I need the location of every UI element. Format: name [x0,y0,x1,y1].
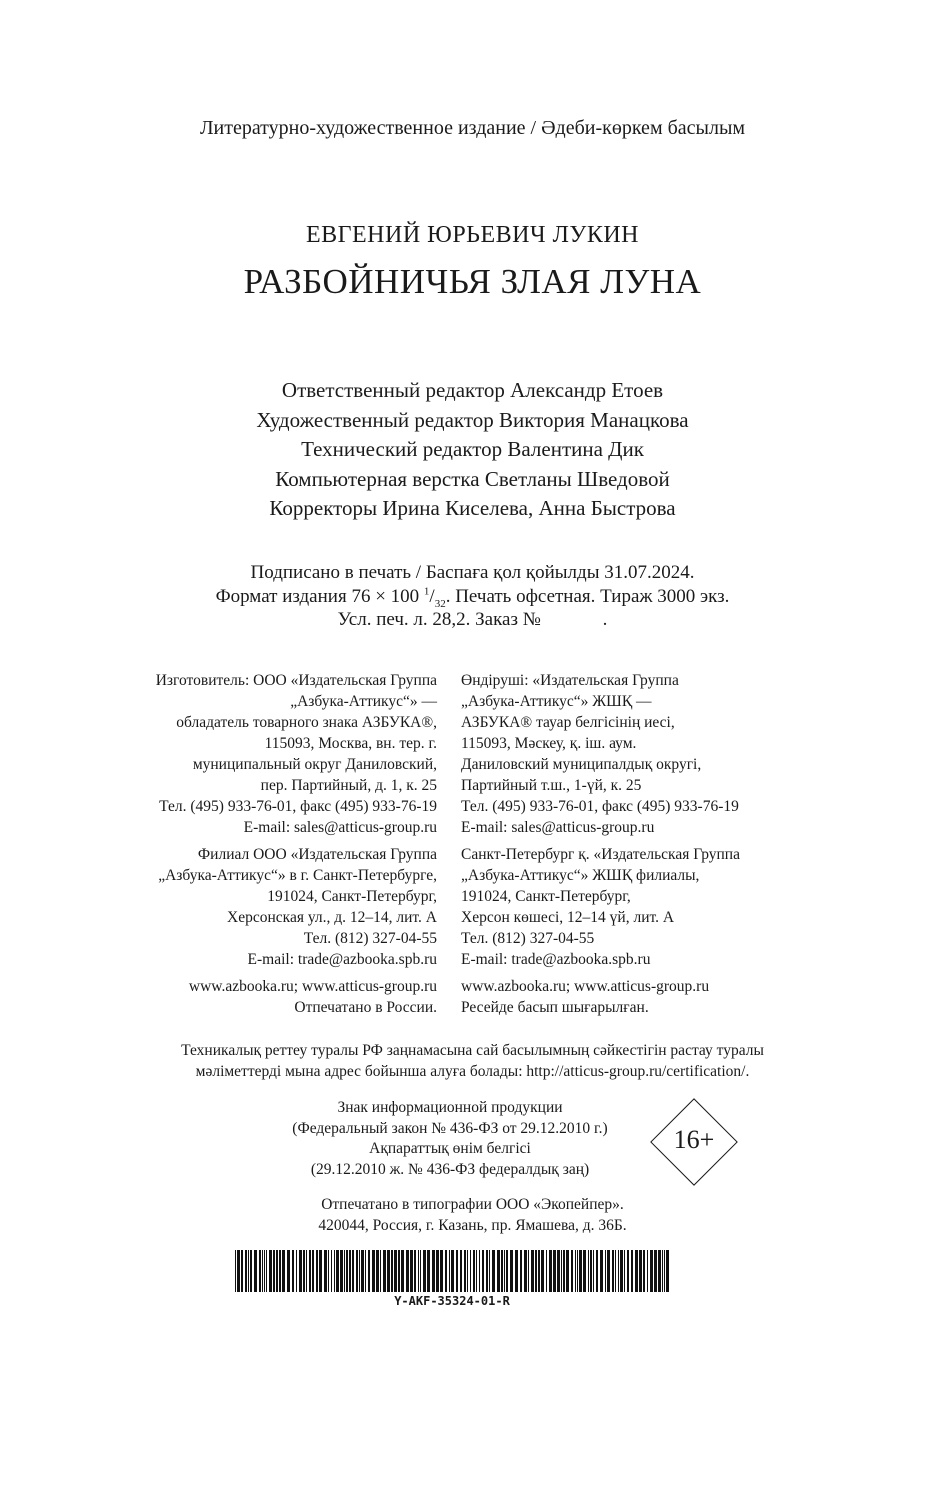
branch-kz-email: E-mail: trade@azbooka.spb.ru [461,951,651,968]
barcode-bar [612,1250,614,1292]
barcode-bar [248,1250,249,1292]
info-product-line: Ақпараттық өнім белгісі [369,1140,531,1157]
barcode-bar [563,1250,565,1292]
sheets-order: Усл. печ. л. 28,2. Заказ № . [337,609,608,630]
age-rating-badge [650,1098,738,1186]
barcode-bar [254,1250,257,1292]
barcode-bar [420,1250,421,1292]
barcode-bar [344,1250,345,1292]
barcode-bar [583,1250,586,1292]
barcode-bar [391,1250,393,1292]
manufacturer-kz-email: E-mail: sales@atticus-group.ru [461,819,655,836]
branch-kz-line: Херсон көшесі, 12–14 үй, лит. А [461,909,675,926]
barcode-bar [482,1250,484,1292]
barcode-bar [605,1250,606,1292]
barcode-bar [596,1250,598,1292]
format-suffix: . Печать офсетная. Тираж 3000 экз. [445,585,730,607]
barcode-bar [368,1250,370,1292]
barcode-bar [401,1250,404,1292]
barcode-bar [515,1250,518,1292]
format-denominator: 32 [434,597,446,610]
branch-ru-email: E-mail: trade@azbooka.spb.ru [247,951,437,968]
branch-kz-line: „Азбука-Аттикус“» ЖШҚ филиалы, [461,867,700,884]
barcode-bar [262,1250,263,1292]
manufacturer-ru-line: Тел. (495) 933-76-01, факс (495) 933-76-19 [159,798,437,815]
info-product-line: (Федеральный закон № 436-ФЗ от 29.12.2010 г.) [292,1119,608,1137]
certification-line: мәліметтерді мына адрес бойынша алуға болады: http://atticus-group.ru/certification/. [195,1063,750,1080]
barcode-bar [398,1250,400,1292]
barcode-bar [352,1250,354,1292]
barcode-bar [334,1250,335,1292]
barcode-bar [306,1250,307,1292]
printed-in-kz: Ресейде басып шығарылған. [461,999,649,1016]
barcode-bar [600,1250,603,1292]
format-prefix: Формат издания 76 × 100 [215,585,424,607]
barcode-bar [266,1250,267,1292]
barcode-bar [365,1250,366,1292]
barcode-bar [414,1250,416,1292]
barcode-bar [464,1250,466,1292]
barcode-bar [287,1250,290,1292]
format-slash: / [429,585,435,607]
credit-line: Ответственный редактор Александр Етоев [281,378,664,402]
manufacturer-kz-line: АЗБУКА® тауар белгісінің иесі, [461,714,675,731]
barcode-bar [336,1250,339,1292]
barcode-bar [359,1250,360,1292]
barcode-bar [486,1250,488,1292]
barcode-bar [504,1250,505,1292]
manufacturer-ru-email: E-mail: sales@atticus-group.ru [243,819,437,836]
barcode-bar [316,1250,318,1292]
barcode-bar [456,1250,458,1292]
manufacturer-ru-line: Изготовитель: ООО «Издательская Группа [155,672,437,689]
credit-line: Корректоры Ирина Киселева, Анна Быстрова [269,496,676,520]
barcode-bar [324,1250,327,1292]
barcode-bar [510,1250,513,1292]
website-links-ru: www.azbooka.ru; www.atticus-group.ru [188,978,437,995]
info-product-line: (29.12.2010 ж. № 436-ФЗ федералдық заң) [310,1160,590,1178]
barcode-bar [575,1250,576,1292]
barcode-bar [273,1250,275,1292]
manufacturer-ru-line: муниципальный округ Даниловский, [192,756,437,773]
manufacturer-ru-line: „Азбука-Аттикус“» — [290,693,437,710]
barcode-bar [418,1250,419,1292]
credit-line: Компьютерная верстка Светланы Шведовой [275,466,670,491]
manufacturer-ru-line: пер. Партийный, д. 1, к. 25 [260,777,437,794]
barcode-bar [440,1250,443,1292]
barcode-bar [372,1250,375,1292]
barcode-bar [237,1250,240,1292]
barcode-bar [346,1250,348,1292]
branch-kz-line: Тел. (812) 327-04-55 [461,930,595,947]
barcode-icon [235,1250,669,1292]
barcode-bar [319,1250,322,1292]
barcode-bar [639,1250,642,1292]
publication-type: Литературно-художественное издание / Әдеби-көркем басылым [199,117,746,139]
barcode-bar [423,1250,426,1292]
barcode-bar [501,1250,503,1292]
barcode-bar [489,1250,490,1292]
manufacturer-kz-line: „Азбука-Аттикус“» ЖШҚ — [461,693,652,710]
format-numerator: 1 [423,585,430,598]
barcode-bar [380,1250,381,1292]
barcode-bar [376,1250,379,1292]
printing-house-address: 420044, Россия, г. Казань, пр. Ямашева, д. 36Б. [318,1217,627,1234]
barcode-bar [245,1250,247,1292]
barcode-bar [666,1250,669,1292]
barcode-bar [436,1250,439,1292]
author-name: ЕВГЕНИЙ ЮРЬЕВИЧ ЛУКИН [305,222,640,248]
barcode-bar [473,1250,475,1292]
barcode-bar [292,1250,294,1292]
publisher-info-kz [461,670,901,1024]
credits [0,376,945,524]
credit-line: Художественный редактор Виктория Манацкова [256,407,689,432]
barcode-bar [566,1250,569,1292]
barcode-bar [635,1250,638,1292]
manufacturer-ru-line: 115093, Москва, вн. тер. г. [264,735,437,752]
barcode-bar [647,1250,648,1292]
publisher-info-ru [0,670,437,1024]
printed-in-ru: Отпечатано в России. [294,999,437,1016]
barcode-bar [312,1250,314,1292]
barcode-bar [250,1250,252,1292]
barcode-bar [432,1250,435,1292]
barcode-bar [467,1250,468,1292]
book-title: РАЗБОЙНИЧЬЯ ЗЛАЯ ЛУНА [243,262,702,301]
barcode-bar [541,1250,544,1292]
branch-ru-line: „Азбука-Аттикус“» в г. Санкт-Петербурге, [158,867,437,884]
branch-ru-line: Филиал ООО «Издательская Группа [197,846,437,863]
branch-kz-line: 191024, Санкт-Петербург, [461,888,631,905]
credit-line: Технический редактор Валентина Дик [301,437,644,461]
barcode-bar [561,1250,562,1292]
barcode-bar [531,1250,534,1292]
barcode-bar [620,1250,623,1292]
barcode-bar [356,1250,358,1292]
manufacturer-kz-line: Даниловский муниципалдық округі, [461,756,702,773]
barcode-bar [427,1250,430,1292]
barcode-bar [309,1250,311,1292]
website-links-kz: www.azbooka.ru; www.atticus-group.ru [461,978,710,995]
branch-ru-line: Тел. (812) 327-04-55 [303,930,437,947]
manufacturer-kz [461,670,901,838]
barcode-bar [492,1250,495,1292]
barcode-bar [410,1250,413,1292]
printing-house [0,1194,945,1236]
branch-ru [0,844,437,970]
barcode-bar [394,1250,397,1292]
barcode-bar [451,1250,454,1292]
barcode-bar [445,1250,447,1292]
format-line [0,585,945,609]
barcode-bar [361,1250,364,1292]
barcode-bar [520,1250,522,1292]
barcode-bar [235,1250,236,1292]
barcode-bar [658,1250,661,1292]
barcode-bar [535,1250,537,1292]
barcode-bar [470,1250,471,1292]
barcode-bar [241,1250,243,1292]
barcode-bar [299,1250,302,1292]
barcode-bar [528,1250,529,1292]
barcode-bar [296,1250,297,1292]
barcode-bar [593,1250,594,1292]
barcode-bar [553,1250,556,1292]
barcode-bar [460,1250,462,1292]
barcode-bar [383,1250,386,1292]
manufacturer-kz-line: Өндіруші: «Издательская Группа [461,672,679,689]
barcode-bar [506,1250,508,1292]
info-product-mark [230,1098,670,1180]
web-kz [461,976,901,1018]
print-info [0,561,945,632]
web-ru [0,976,437,1018]
barcode-bar [618,1250,619,1292]
certification-note [0,1040,945,1082]
barcode-bar [624,1250,625,1292]
branch-ru-line: Херсонская ул., д. 12–14, лит. А [227,909,437,926]
barcode-bar [650,1250,653,1292]
barcode-bar [259,1250,261,1292]
barcode-bar [328,1250,329,1292]
barcode-bar [476,1250,477,1292]
barcode-bar [276,1250,278,1292]
barcode-bar [340,1250,343,1292]
barcode-bar [479,1250,480,1292]
barcode-bar [331,1250,332,1292]
barcode-bar [549,1250,552,1292]
barcode-bar [546,1250,547,1292]
barcode-bar [497,1250,500,1292]
manufacturer-kz-line: Тел. (495) 933-76-01, факс (495) 933-76-19 [461,798,739,815]
barcode-bar [282,1250,285,1292]
barcode-bar [387,1250,390,1292]
barcode-bar [662,1250,663,1292]
barcode-bar [577,1250,578,1292]
barcode-bar [643,1250,645,1292]
branch-kz-line: Санкт-Петербург қ. «Издательская Группа [461,846,740,863]
barcode-bar [524,1250,527,1292]
manufacturer-kz-line: 115093, Мәскеу, қ. іш. аум. [461,735,637,752]
certification-line: Техникалық реттеу туралы РФ заңнамасына сай басылымның сәйкестігін растау туралы [181,1042,764,1059]
barcode-bar [406,1250,409,1292]
barcode-bar [303,1250,305,1292]
info-product-line: Знак информационной продукции [337,1099,563,1116]
barcode-bar [627,1250,629,1292]
barcode-bar [557,1250,560,1292]
barcode-bar [588,1250,589,1292]
barcode-bar [269,1250,272,1292]
barcode-bar [279,1250,281,1292]
barcode-bar [607,1250,610,1292]
barcode-bar [449,1250,450,1292]
age-rating-label: 16+ [673,1125,715,1154]
manufacturer-kz-line: Партийный т.ш., 1-үй, к. 25 [461,777,642,794]
barcode-bar [538,1250,540,1292]
branch-ru-line: 191024, Санкт-Петербург, [267,888,437,905]
barcode-bar [664,1250,665,1292]
signed-to-print: Подписано в печать / Баспаға қол қойылды 31.07.2024. [250,562,695,583]
manufacturer-ru-line: обладатель товарного знака АЗБУКА®, [176,714,437,731]
barcode-bar [579,1250,582,1292]
barcode-bar [349,1250,351,1292]
barcode-bar [631,1250,633,1292]
barcode-bar [571,1250,573,1292]
barcode-bar [615,1250,616,1292]
branch-kz [461,844,901,970]
barcode-bar [264,1250,265,1292]
barcode-text: Y-AKF-35324-01-R [394,1294,510,1308]
manufacturer-ru [0,670,437,838]
printing-house-line: Отпечатано в типографии ООО «Экопейпер». [321,1196,624,1213]
barcode-bar [590,1250,592,1292]
barcode-bar [654,1250,657,1292]
